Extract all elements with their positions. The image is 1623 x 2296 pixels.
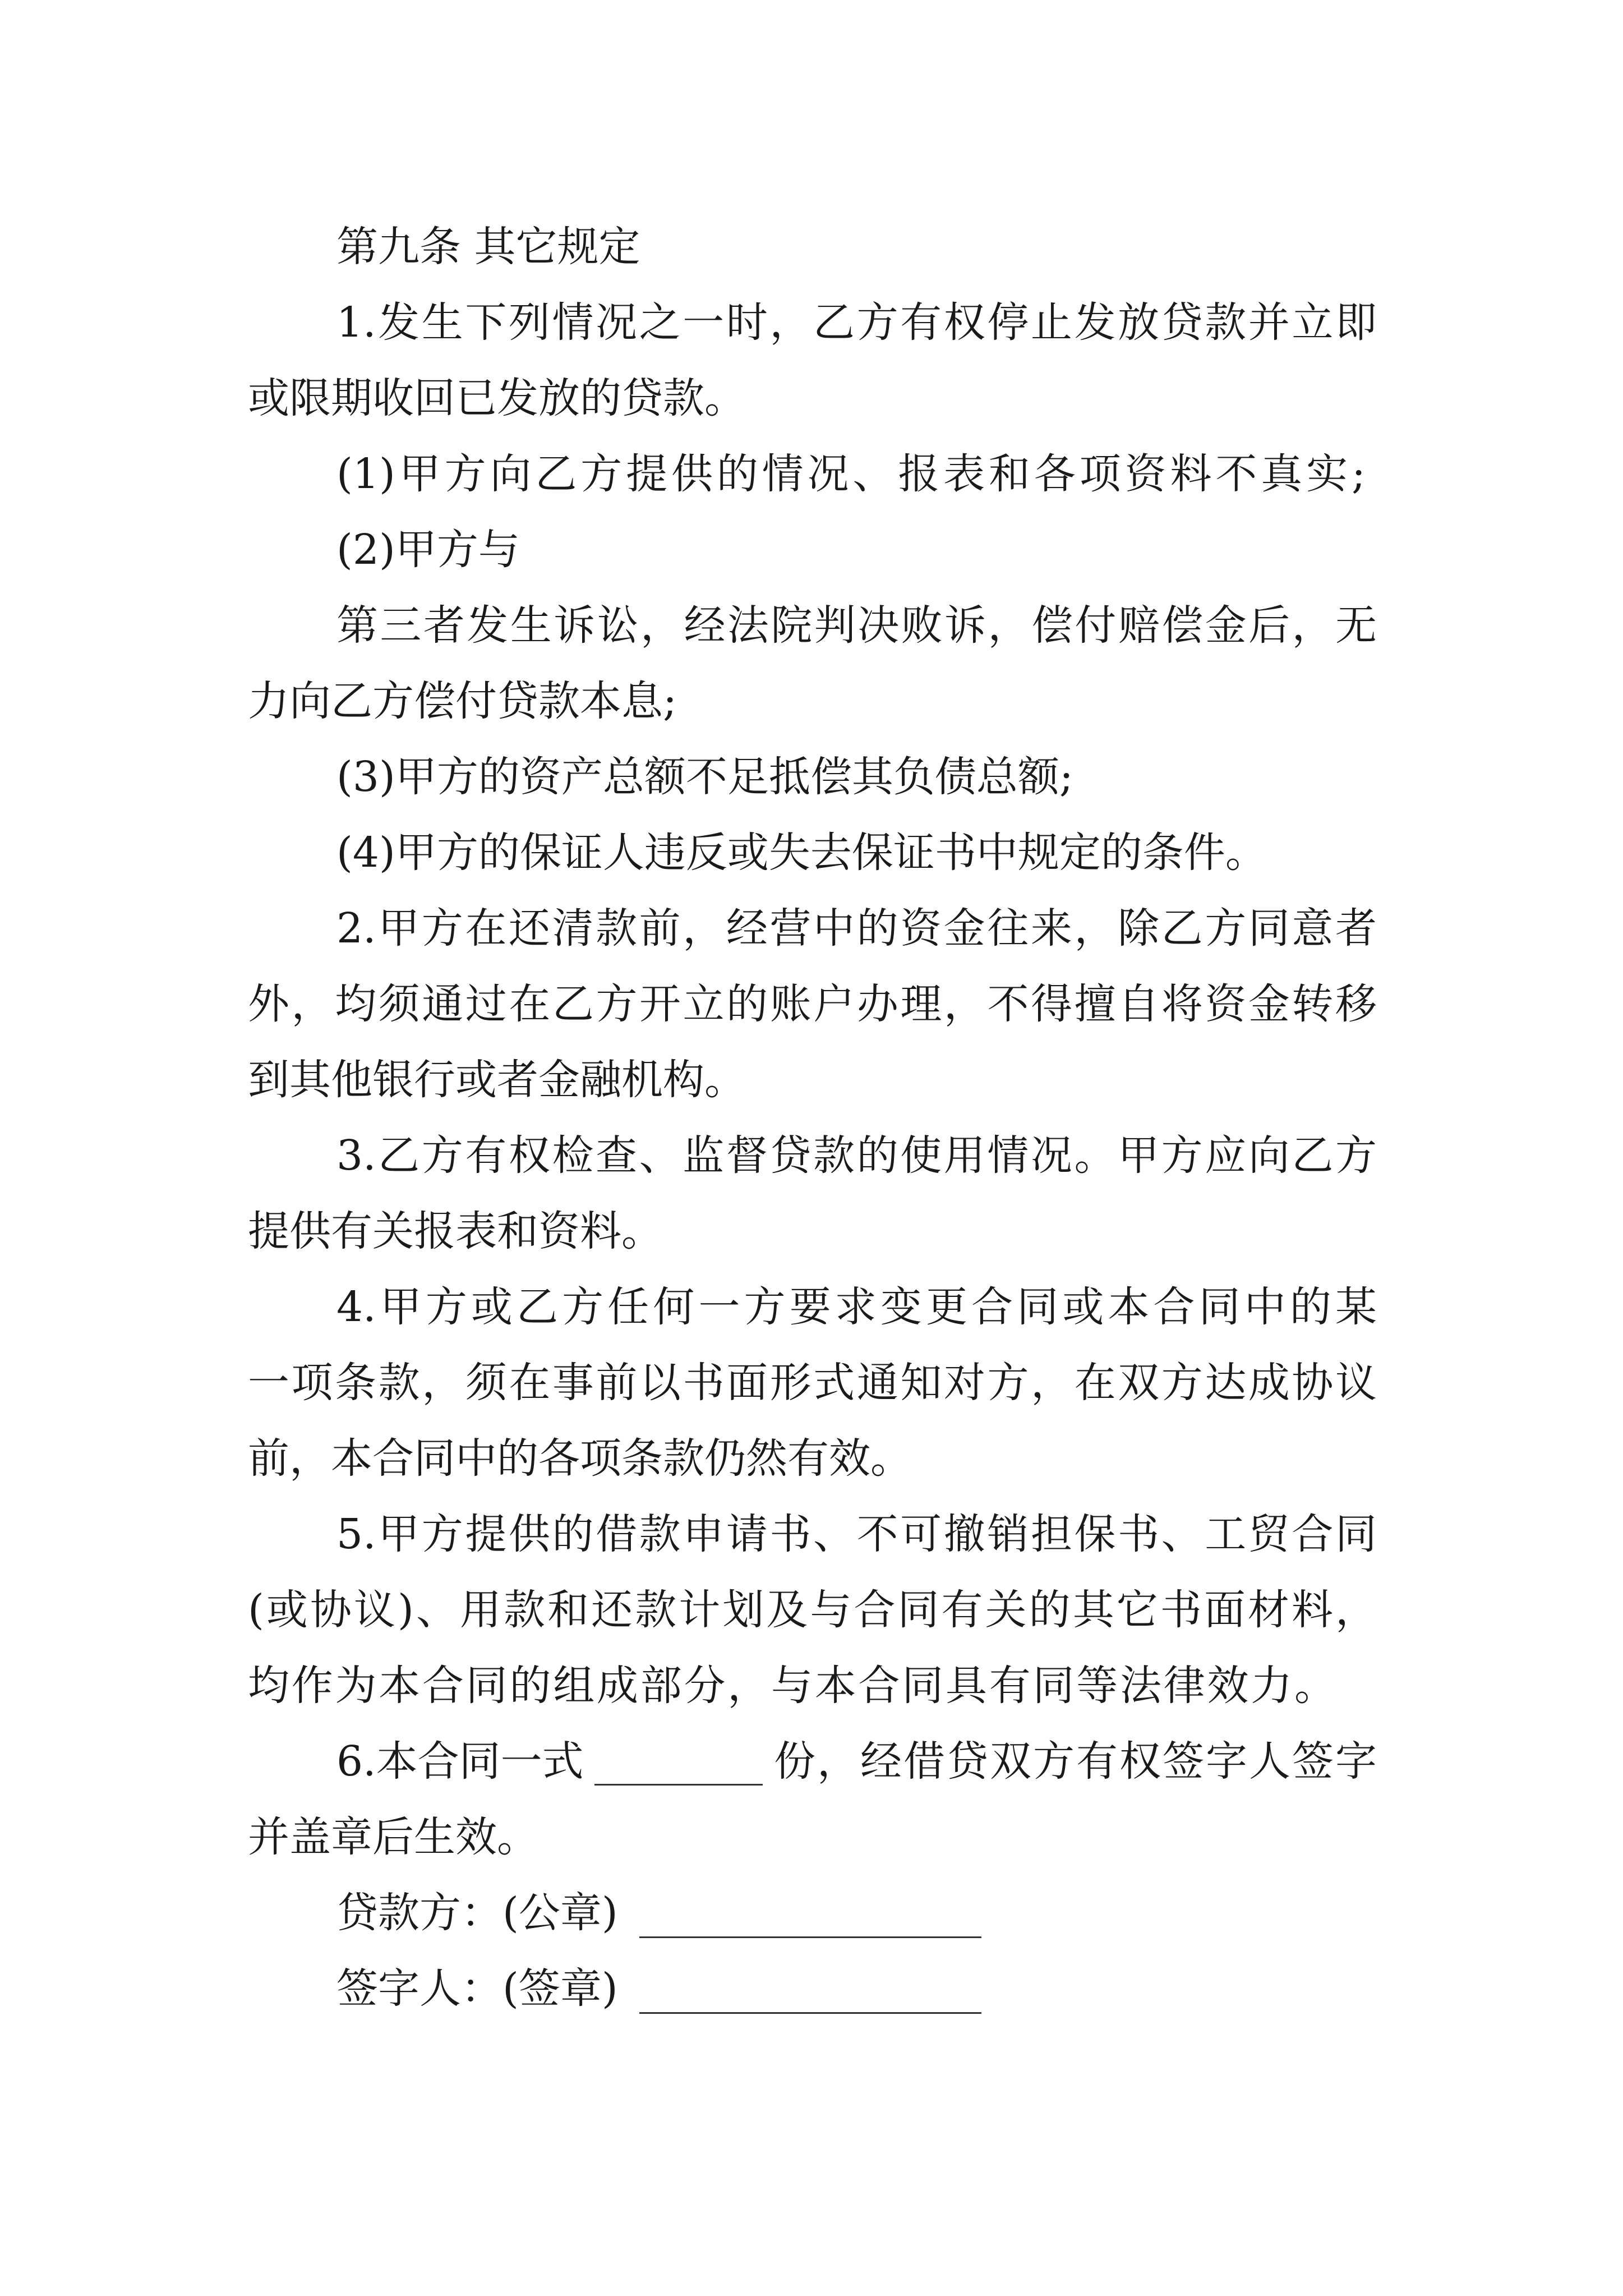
paragraph-line: 3.乙方有权检查、监督贷款的使用情况。甲方应向乙方 — [336, 1131, 1377, 1180]
paragraph-line: 4.甲方或乙方任何一方要求变更合同或本合同中的某 — [336, 1283, 1377, 1331]
paragraph-line: 到其他银行或者金融机构。 — [248, 1056, 746, 1104]
paragraph-line: 均作为本合同的组成部分，与本合同具有同等法律效力。 — [248, 1662, 1336, 1710]
paragraph-line: 前，本合同中的各项条款仍然有效。 — [248, 1434, 912, 1483]
paragraph-line: 一项条款，须在事前以书面形式通知对方，在双方达成协议 — [248, 1359, 1377, 1407]
paragraph-line: 2.甲方在还清款前，经营中的资金往来，除乙方同意者 — [336, 904, 1377, 953]
signatory-signature-blank — [639, 1973, 981, 2014]
section-heading: 第九条 其它规定 — [336, 223, 640, 271]
paragraph-line: 5.甲方提供的借款申请书、不可撤销担保书、工贸合同 — [336, 1510, 1377, 1558]
paragraph-line: (4)甲方的保证人违反或失去保证书中规定的条件。 — [336, 829, 1267, 877]
paragraph-line: (或协议)、用款和还款计划及与合同有关的其它书面材料， — [248, 1586, 1377, 1634]
paragraph-line: 第三者发生诉讼，经法院判决败诉，偿付赔偿金后，无 — [336, 601, 1377, 650]
paragraph-line: 外，均须通过在乙方开立的账户办理，不得擅自将资金转移 — [248, 980, 1377, 1028]
paragraph-line: 并盖章后生效。 — [248, 1813, 538, 1861]
signatory-signature-label: 签字人：(签章) — [336, 1964, 618, 2013]
paragraph-line: (2)甲方与 — [336, 526, 520, 574]
paragraph-line: (1)甲方向乙方提供的情况、报表和各项资料不真实; — [336, 450, 1366, 498]
lender-signature-label: 贷款方：(公章) — [336, 1889, 618, 1937]
paragraph-line: (3)甲方的资产总额不足抵偿其负债总额; — [336, 753, 1073, 801]
paragraph-line: 1.发生下列情况之一时，乙方有权停止发放贷款并立即 — [336, 298, 1377, 347]
paragraph-line: 力向乙方偿付贷款本息; — [248, 677, 677, 725]
paragraph-line: 或限期收回已发放的贷款。 — [248, 374, 746, 422]
paragraph-line: 份，经借贷双方有权签字人签字 — [774, 1737, 1377, 1786]
lender-signature-blank — [639, 1897, 981, 1938]
paragraph-line: 提供有关报表和资料。 — [248, 1207, 663, 1255]
paragraph-line: 6.本合同一式 — [336, 1737, 584, 1786]
copies-blank — [594, 1745, 763, 1786]
